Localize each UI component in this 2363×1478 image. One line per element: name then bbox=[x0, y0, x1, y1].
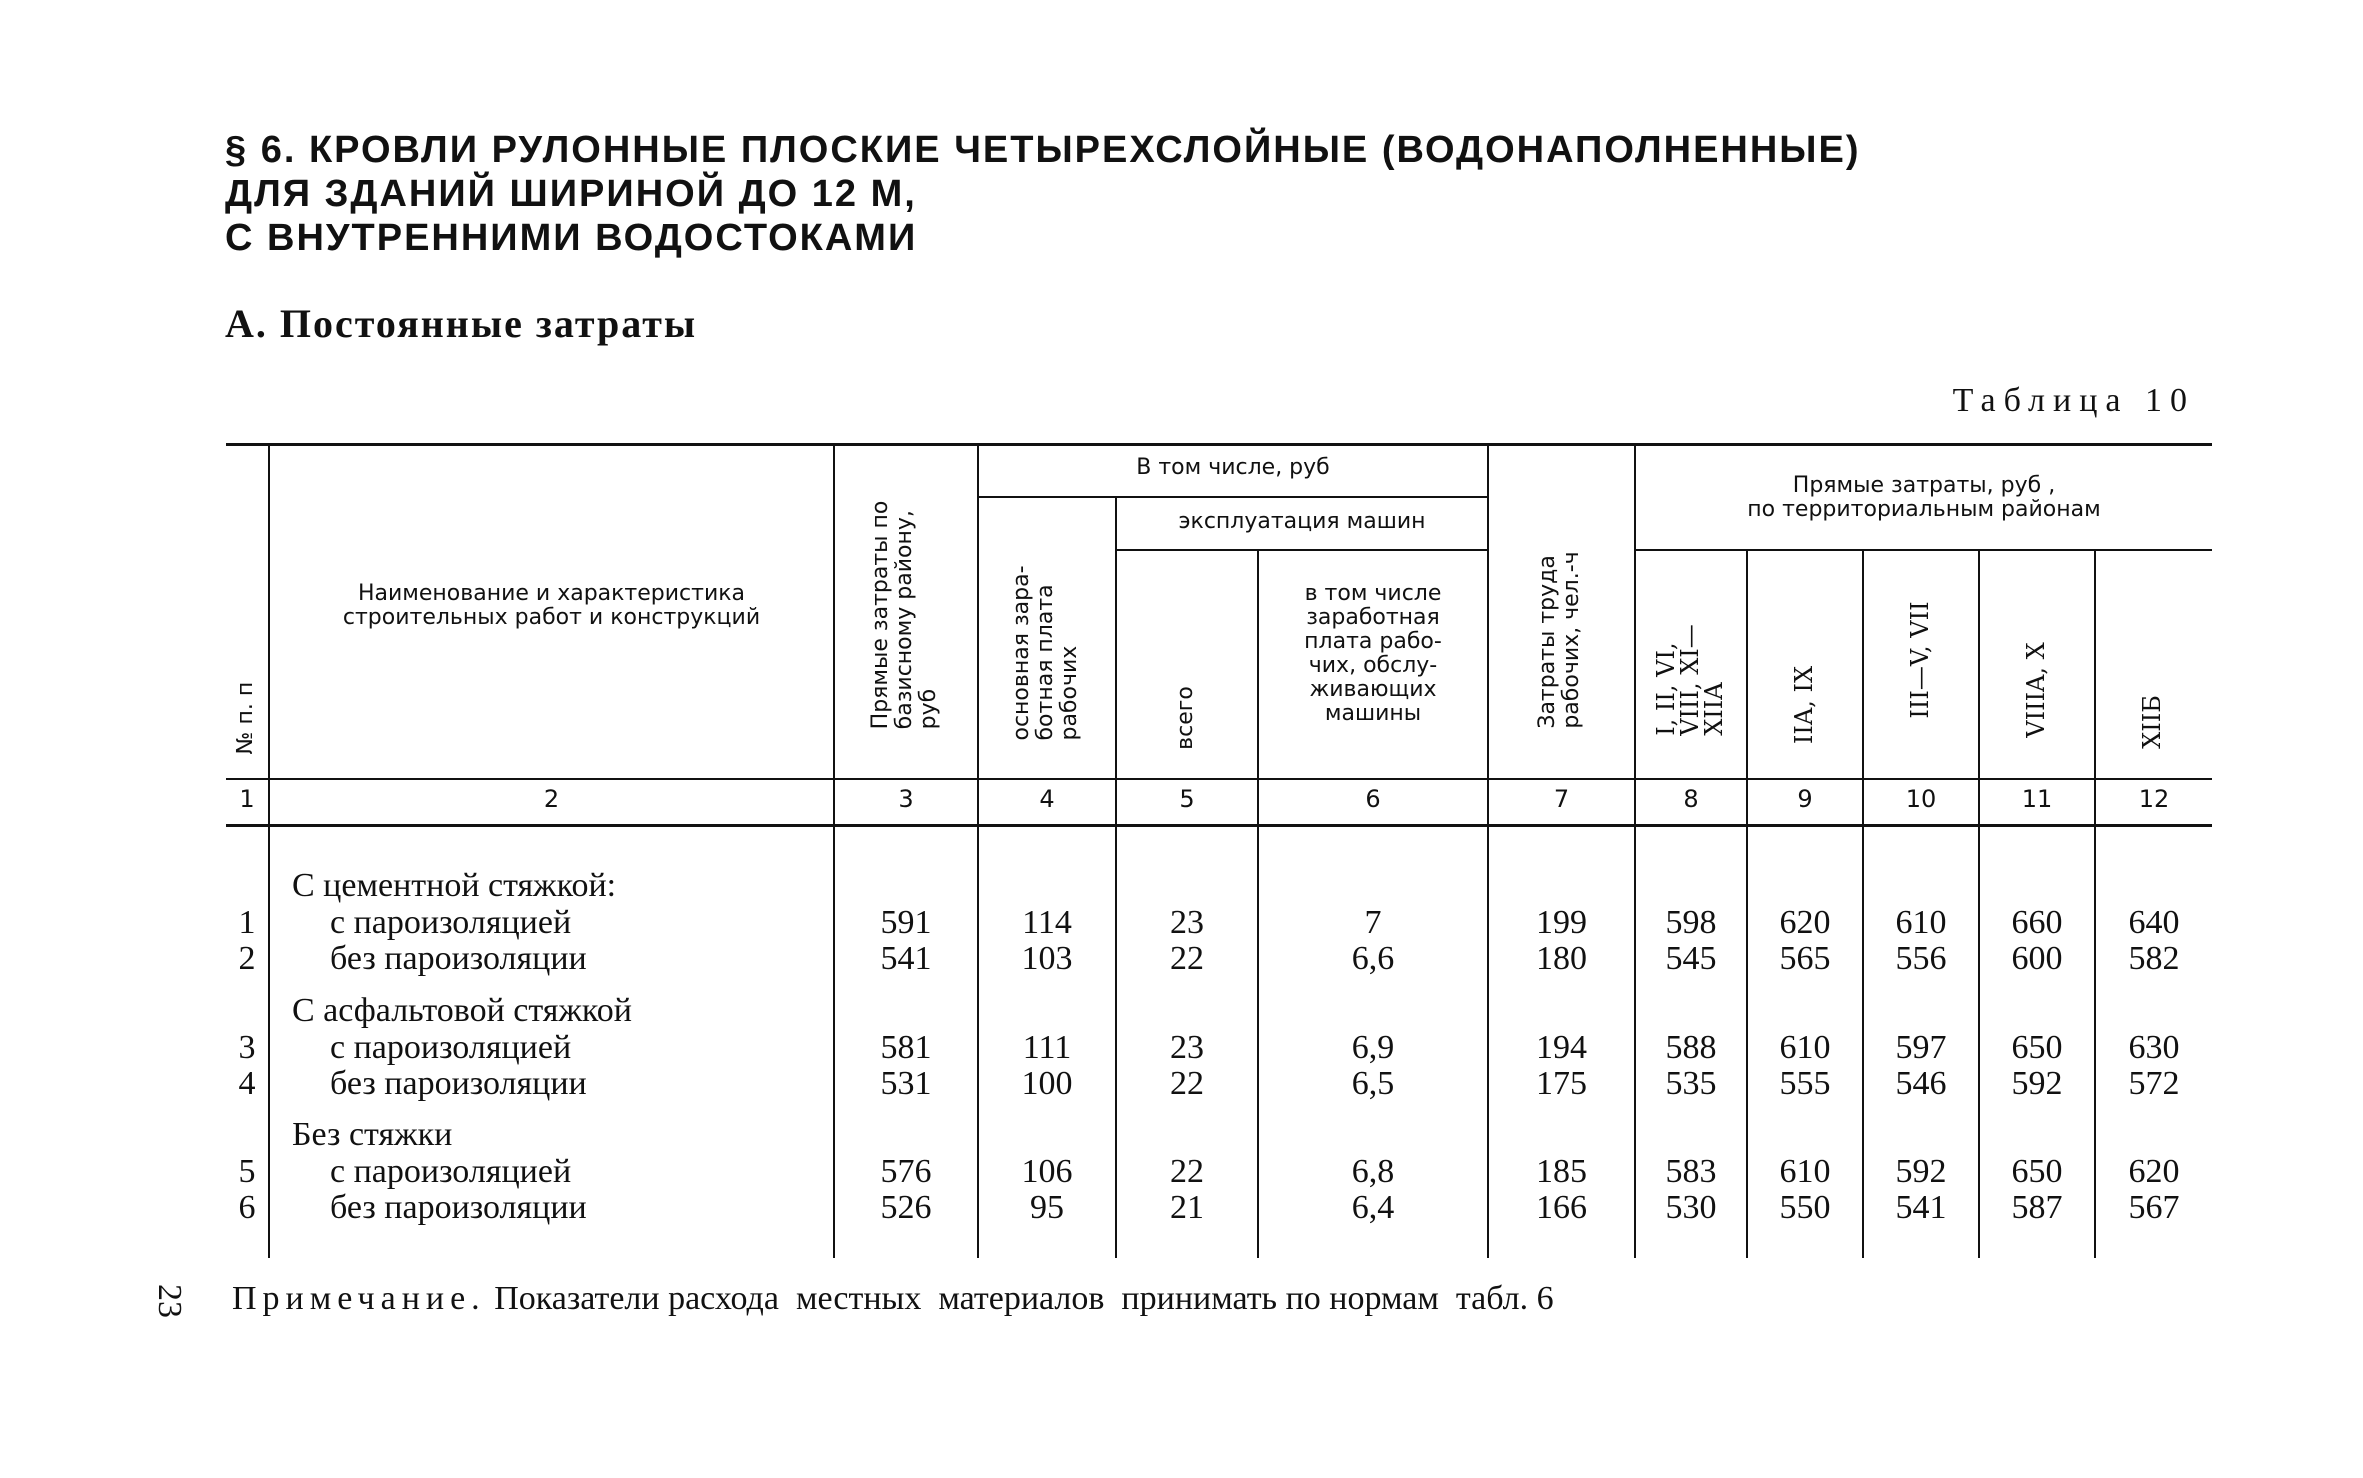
row-value: 166 bbox=[1536, 1189, 1587, 1226]
note-text: Показатели расхода местных материалов принимать по нормам табл. 6 bbox=[494, 1280, 1554, 1317]
header-regional: Прямые затраты, руб , по территориальным районам bbox=[1747, 473, 2101, 522]
row-value: 103 bbox=[1021, 940, 1073, 977]
row-value: 22 bbox=[1170, 940, 1204, 977]
row-value: 23 bbox=[1170, 904, 1204, 941]
rule-incl bbox=[977, 496, 1487, 498]
subsection-heading: А. Постоянные затраты bbox=[225, 301, 698, 346]
row-value: 598 bbox=[1665, 904, 1717, 941]
row-value: 610 bbox=[1895, 904, 1947, 941]
row-number: 6 bbox=[238, 1189, 256, 1226]
rule-machines bbox=[1115, 549, 1487, 551]
group-label: С асфальтовой стяжкой bbox=[292, 992, 632, 1029]
row-value: 582 bbox=[2128, 940, 2180, 977]
header-num: № п. п bbox=[233, 681, 258, 755]
row-value: 650 bbox=[2011, 1029, 2063, 1066]
rule-colnum-bottom bbox=[226, 824, 2212, 827]
row-number: 4 bbox=[238, 1065, 256, 1102]
row-value: 581 bbox=[880, 1029, 932, 1066]
col-divider bbox=[1487, 446, 1489, 1258]
section-heading bbox=[225, 128, 1861, 260]
row-value: 610 bbox=[1779, 1153, 1831, 1190]
header-region-4: VIIIA, X bbox=[2022, 642, 2050, 738]
header-total: всего bbox=[1173, 686, 1198, 750]
row-value: 572 bbox=[2128, 1065, 2180, 1102]
row-value: 22 bbox=[1170, 1153, 1204, 1190]
row-value: 100 bbox=[1021, 1065, 1073, 1102]
row-number: 5 bbox=[238, 1153, 256, 1190]
row-number: 1 bbox=[238, 904, 256, 941]
row-value: 194 bbox=[1536, 1029, 1587, 1066]
header-region-2: IIA, IX bbox=[1790, 665, 1818, 745]
heading-line-2: ДЛЯ ЗДАНИЙ ШИРИНОЙ ДО 12 М, bbox=[225, 173, 917, 215]
row-value: 546 bbox=[1895, 1065, 1947, 1102]
col-number: 10 bbox=[1905, 785, 1937, 813]
row-value: 576 bbox=[880, 1153, 932, 1190]
row-value: 610 bbox=[1779, 1029, 1831, 1066]
row-value: 6,5 bbox=[1351, 1065, 1395, 1102]
row-name: с пароизоляцией bbox=[330, 904, 572, 941]
table-note bbox=[232, 1280, 1554, 1318]
row-value: 592 bbox=[1895, 1153, 1947, 1190]
header-region-1: I, II, VI, VIII, XI— XIIA bbox=[1652, 624, 1728, 736]
row-value: 592 bbox=[2011, 1065, 2063, 1102]
row-value: 106 bbox=[1021, 1153, 1073, 1190]
row-name: с пароизоляцией bbox=[330, 1029, 572, 1066]
row-value: 199 bbox=[1536, 904, 1587, 941]
row-value: 583 bbox=[1665, 1153, 1717, 1190]
row-value: 23 bbox=[1170, 1029, 1204, 1066]
row-name: без пароизоляции bbox=[330, 940, 587, 977]
row-value: 531 bbox=[880, 1065, 932, 1102]
header-region-5: XIIБ bbox=[2138, 695, 2166, 749]
col-number: 3 bbox=[898, 785, 914, 813]
row-value: 640 bbox=[2128, 904, 2180, 941]
row-name: без пароизоляции bbox=[330, 1189, 587, 1226]
col-divider bbox=[1634, 446, 1636, 1258]
table-title: Таблица 10 bbox=[1952, 382, 2195, 419]
col-number: 2 bbox=[543, 785, 560, 813]
row-value: 185 bbox=[1536, 1153, 1587, 1190]
row-value: 630 bbox=[2128, 1029, 2180, 1066]
row-number: 2 bbox=[238, 940, 256, 977]
header-incl-wage: в том числе заработная плата рабо- чих, обслу- живающих машины bbox=[1304, 581, 1442, 726]
col-number: 11 bbox=[2021, 785, 2053, 813]
header-basic-wage: основная зара- ботная плата рабочих bbox=[1009, 565, 1082, 741]
row-value: 660 bbox=[2011, 904, 2063, 941]
row-value: 530 bbox=[1665, 1189, 1717, 1226]
row-value: 541 bbox=[880, 940, 932, 977]
rule-regional bbox=[1634, 549, 2212, 551]
header-machines: эксплуатация машин bbox=[1178, 509, 1426, 534]
col-number: 9 bbox=[1797, 785, 1813, 813]
row-value: 6,9 bbox=[1351, 1029, 1395, 1066]
row-value: 591 bbox=[880, 904, 932, 941]
row-value: 526 bbox=[880, 1189, 932, 1226]
row-number: 3 bbox=[238, 1029, 256, 1066]
row-value: 588 bbox=[1665, 1029, 1717, 1066]
row-value: 620 bbox=[2128, 1153, 2180, 1190]
col-divider bbox=[268, 446, 270, 1258]
row-value: 620 bbox=[1779, 904, 1831, 941]
header-direct-base: Прямые затраты по базисному району, руб bbox=[868, 500, 941, 730]
col-number: 12 bbox=[2138, 785, 2170, 813]
row-name: без пароизоляции bbox=[330, 1065, 587, 1102]
row-value: 114 bbox=[1022, 904, 1072, 941]
row-value: 600 bbox=[2011, 940, 2063, 977]
row-value: 111 bbox=[1022, 1029, 1072, 1066]
page-number: 23 bbox=[151, 1284, 188, 1318]
row-value: 545 bbox=[1665, 940, 1717, 977]
header-region-3: III—V, VII bbox=[1906, 601, 1934, 719]
row-name: с пароизоляцией bbox=[330, 1153, 572, 1190]
col-divider bbox=[977, 446, 979, 1258]
group-label: С цементной стяжкой: bbox=[292, 867, 617, 904]
row-value: 21 bbox=[1170, 1189, 1204, 1226]
row-value: 587 bbox=[2011, 1189, 2063, 1226]
row-value: 555 bbox=[1779, 1065, 1831, 1102]
col-number: 7 bbox=[1553, 785, 1570, 813]
row-value: 535 bbox=[1665, 1065, 1717, 1102]
row-value: 556 bbox=[1895, 940, 1947, 977]
heading-line-1: § 6. КРОВЛИ РУЛОННЫЕ ПЛОСКИЕ ЧЕТЫРЕХСЛОЙНЫЕ (ВОДОНАПОЛНЕННЫЕ) bbox=[225, 129, 1861, 171]
row-value: 6,8 bbox=[1351, 1153, 1395, 1190]
row-value: 7 bbox=[1364, 904, 1382, 941]
row-value: 541 bbox=[1895, 1189, 1947, 1226]
row-value: 6,6 bbox=[1351, 940, 1395, 977]
col-number: 5 bbox=[1179, 785, 1195, 813]
row-value: 180 bbox=[1536, 940, 1587, 977]
col-number: 1 bbox=[239, 785, 255, 813]
col-number: 4 bbox=[1039, 785, 1055, 813]
rule-header-bottom bbox=[226, 778, 2212, 780]
col-divider bbox=[1115, 498, 1117, 1258]
heading-line-3: С ВНУТРЕННИМИ ВОДОСТОКАМИ bbox=[225, 217, 918, 259]
col-number: 6 bbox=[1365, 785, 1381, 813]
row-value: 550 bbox=[1779, 1189, 1831, 1226]
col-number: 8 bbox=[1683, 785, 1699, 813]
table-top-rule bbox=[226, 443, 2212, 446]
row-value: 95 bbox=[1030, 1189, 1064, 1226]
note-label: Примечание. bbox=[232, 1280, 486, 1317]
row-value: 650 bbox=[2011, 1153, 2063, 1190]
row-value: 22 bbox=[1170, 1065, 1204, 1102]
col-divider bbox=[833, 446, 835, 1258]
row-value: 6,4 bbox=[1351, 1189, 1395, 1226]
row-value: 565 bbox=[1779, 940, 1831, 977]
row-value: 175 bbox=[1536, 1065, 1587, 1102]
header-incl: В том числе, руб bbox=[1136, 455, 1330, 480]
row-value: 597 bbox=[1895, 1029, 1947, 1066]
group-label: Без стяжки bbox=[292, 1116, 453, 1153]
row-value: 567 bbox=[2128, 1189, 2180, 1226]
header-name: Наименование и характеристика строительных работ и конструкций bbox=[342, 581, 761, 630]
header-labor: Затраты труда рабочих, чел.-ч bbox=[1535, 551, 1584, 729]
